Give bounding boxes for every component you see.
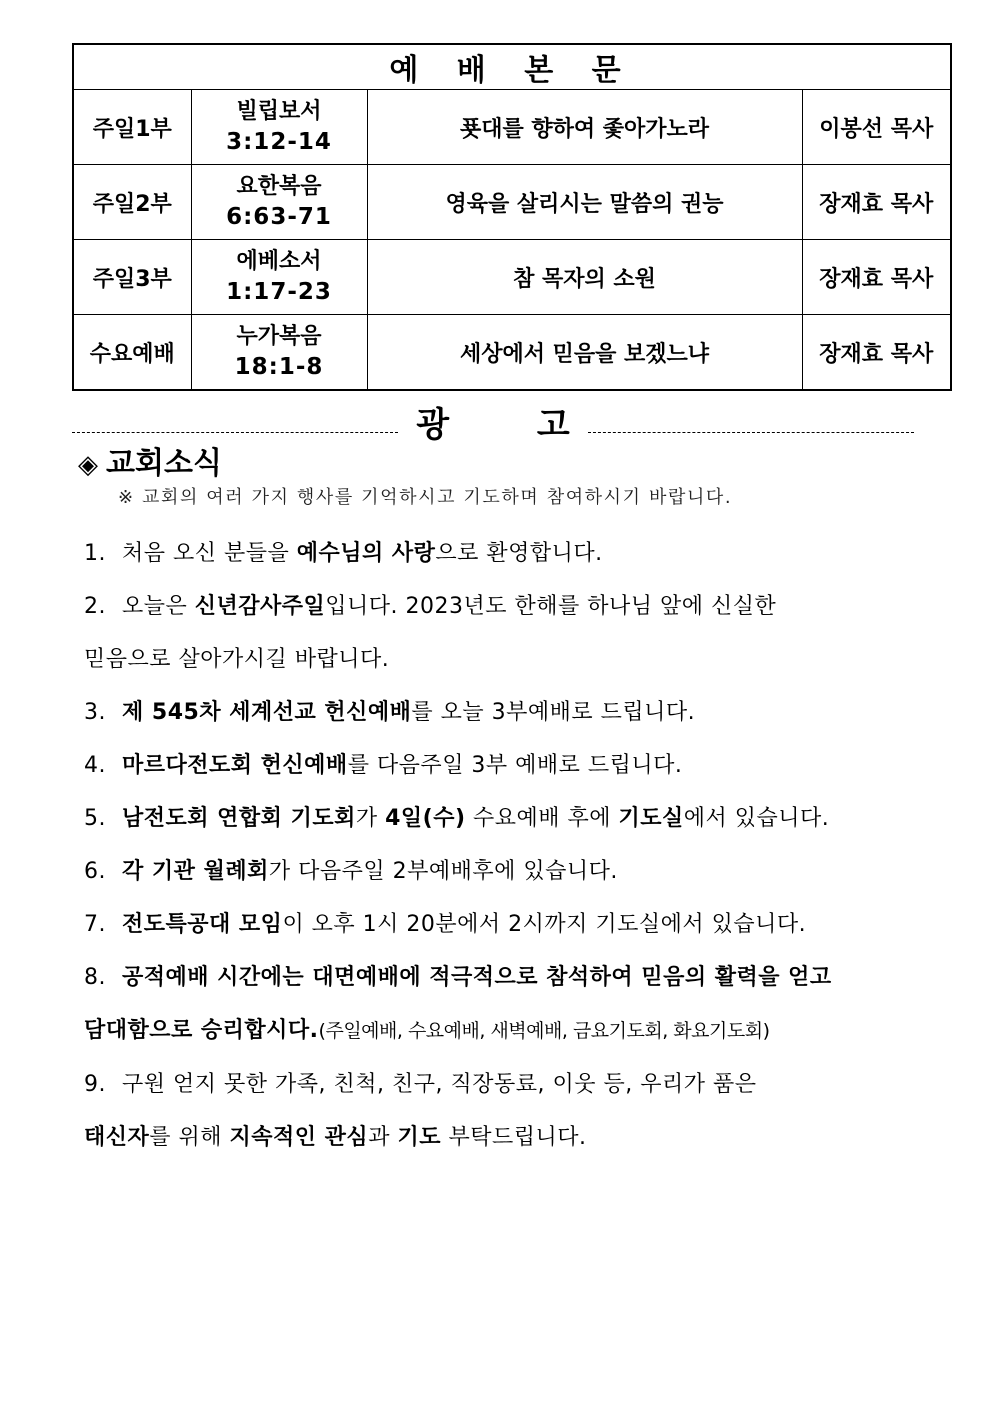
service-name: 주일1부 [73, 90, 191, 165]
sermon-title: 영육을 살리시는 말씀의 권능 [367, 165, 802, 240]
preacher: 이봉선 목사 [802, 90, 951, 165]
list-item: 9. 구원 얻지 못한 가족, 친척, 친구, 직장동료, 이웃 등, 우리가 품은 [84, 1072, 757, 1097]
sermon-table [72, 43, 952, 391]
announcements-header [72, 400, 914, 450]
scripture-ref: 요한복음 6:63-71 [191, 165, 367, 240]
list-item-continuation: 태신자를 위해 지속적인 관심과 기도 부탁드립니다. [84, 1125, 587, 1150]
list-item: 2. 오늘은 신년감사주일입니다. 2023년도 한해를 하나님 앞에 신실한 [84, 594, 777, 619]
sermon-title: 푯대를 향하여 좇아가노라 [367, 90, 802, 165]
sermon-title: 세상에서 믿음을 보겠느냐 [367, 315, 802, 391]
preacher: 장재효 목사 [802, 315, 951, 391]
service-name: 주일3부 [73, 240, 191, 315]
dashed-divider [72, 432, 398, 433]
list-item: 7. 전도특공대 모임이 오후 1시 20분에서 2시까지 기도실에서 있습니다. [84, 912, 807, 937]
preacher: 장재효 목사 [802, 165, 951, 240]
list-item: 8. 공적예배 시간에는 대면예배에 적극적으로 참석하여 믿음의 활력을 얻고 [84, 965, 832, 990]
list-item-continuation: 믿음으로 살아가시길 바랍니다. [84, 647, 390, 672]
table-row [73, 165, 951, 240]
list-item: 3. 제 545차 세계선교 헌신예배를 오늘 3부예배로 드립니다. [84, 700, 696, 725]
list-item: 4. 마르다전도회 헌신예배를 다음주일 3부 예배로 드립니다. [84, 753, 683, 778]
scripture-ref: 빌립보서 3:12-14 [191, 90, 367, 165]
announcement-list [84, 527, 964, 1164]
preacher: 장재효 목사 [802, 240, 951, 315]
table-row [73, 315, 951, 391]
service-name: 주일2부 [73, 165, 191, 240]
scripture-ref: 에베소서 1:17-23 [191, 240, 367, 315]
table-row [73, 240, 951, 315]
list-item: 6. 각 기관 월례회가 다음주일 2부예배후에 있습니다. [84, 859, 618, 884]
sermon-table-title: 예 배 본 문 [73, 44, 951, 90]
sermon-title: 참 목자의 소원 [367, 240, 802, 315]
list-item: 1. 처음 오신 분들을 예수님의 사랑으로 환영합니다. [84, 541, 603, 566]
scripture-ref: 누가복음 18:1-8 [191, 315, 367, 391]
section-title [78, 444, 222, 485]
list-item-continuation: 담대함으로 승리합시다.(주일예배, 수요예배, 새벽예배, 금요기도회, 화요기도회) [84, 1018, 770, 1043]
dashed-divider [588, 432, 914, 433]
section-title-text: 교회소식 [106, 446, 222, 481]
announcements-title: 광 고 [416, 405, 608, 445]
table-row [73, 90, 951, 165]
service-name: 수요예배 [73, 315, 191, 391]
diamond-icon: ◈ [78, 450, 98, 480]
list-item: 5. 남전도회 연합회 기도회가 4일(수) 수요예배 후에 기도실에서 있습니다. [84, 806, 830, 831]
announcement-note: ※ 교회의 여러 가지 행사를 기억하시고 기도하며 참여하시기 바랍니다. [118, 487, 733, 508]
